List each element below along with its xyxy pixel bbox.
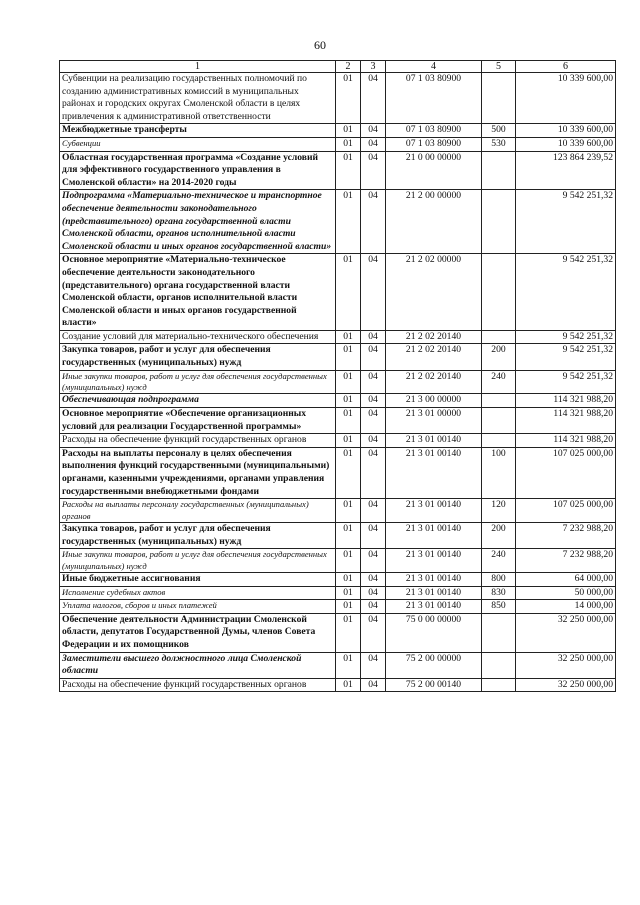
- expense-name-cell: Иные закупки товаров, работ и услуг для обеспечения государственных (муниципальных) нужд: [60, 370, 336, 394]
- expense-name-cell: Закупка товаров, работ и услуг для обеспечения государственных (муниципальных) нужд: [60, 344, 336, 370]
- section-code-cell: 01: [336, 370, 361, 394]
- amount-cell: 7 232 988,20: [516, 549, 616, 573]
- expense-name-cell: Основное мероприятие «Обеспечение организационных условий для реализации Государственной программы»: [60, 408, 336, 434]
- target-article-cell: 21 3 01 00140: [386, 499, 482, 523]
- table-row: [60, 124, 616, 138]
- subsection-code-cell: 04: [361, 151, 386, 190]
- target-article-cell: 07 1 03 80900: [386, 124, 482, 138]
- amount-cell: 10 339 600,00: [516, 124, 616, 138]
- expense-type-cell: [482, 254, 516, 331]
- expense-name-cell: Субвенции: [60, 137, 336, 151]
- expense-type-cell: [482, 434, 516, 448]
- header-cell: 6: [516, 61, 616, 73]
- expense-type-cell: 100: [482, 447, 516, 498]
- header-cell: 1: [60, 61, 336, 73]
- subsection-code-cell: 04: [361, 73, 386, 124]
- table-row: [60, 408, 616, 434]
- subsection-code-cell: 04: [361, 124, 386, 138]
- amount-cell: 114 321 988,20: [516, 408, 616, 434]
- table-row: [60, 600, 616, 614]
- expense-type-cell: [482, 652, 516, 678]
- section-code-cell: 01: [336, 573, 361, 587]
- subsection-code-cell: 04: [361, 613, 386, 652]
- expense-name-cell: Расходы на обеспечение функций государственных органов: [60, 434, 336, 448]
- amount-cell: 64 000,00: [516, 573, 616, 587]
- target-article-cell: 21 3 01 00140: [386, 447, 482, 498]
- target-article-cell: 21 3 00 00000: [386, 394, 482, 408]
- budget-table: [59, 60, 616, 692]
- target-article-cell: 21 3 01 00140: [386, 586, 482, 600]
- subsection-code-cell: 04: [361, 394, 386, 408]
- subsection-code-cell: 04: [361, 434, 386, 448]
- section-code-cell: 01: [336, 344, 361, 370]
- amount-cell: 9 542 251,32: [516, 330, 616, 344]
- amount-cell: 10 339 600,00: [516, 73, 616, 124]
- target-article-cell: 21 2 02 20140: [386, 330, 482, 344]
- table-row: [60, 678, 616, 692]
- table-row: [60, 573, 616, 587]
- section-code-cell: 01: [336, 586, 361, 600]
- target-article-cell: 07 1 03 80900: [386, 73, 482, 124]
- section-code-cell: 01: [336, 678, 361, 692]
- expense-name-cell: Расходы на выплаты персоналу в целях обеспечения выполнения функций государственными (муниципальными) органами, казенными учреждениями, органами управления государственными внебюджетными фондами: [60, 447, 336, 498]
- expense-type-cell: [482, 394, 516, 408]
- expense-type-cell: 830: [482, 586, 516, 600]
- subsection-code-cell: 04: [361, 344, 386, 370]
- subsection-code-cell: 04: [361, 330, 386, 344]
- table-row: [60, 370, 616, 394]
- expense-name-cell: Субвенции на реализацию государственных полномочий по созданию административных комиссий в муниципальных районах и городских округах Смоленской области в целях привлечения к административной ответственности: [60, 73, 336, 124]
- subsection-code-cell: 04: [361, 600, 386, 614]
- table-row: [60, 330, 616, 344]
- subsection-code-cell: 04: [361, 408, 386, 434]
- expense-name-cell: Расходы на выплаты персоналу государственных (муниципальных) органов: [60, 499, 336, 523]
- subsection-code-cell: 04: [361, 137, 386, 151]
- target-article-cell: 21 2 02 00000: [386, 254, 482, 331]
- expense-name-cell: Обеспечение деятельности Администрации Смоленской области, депутатов Государственной Думы, членов Совета Федерации и их помощников: [60, 613, 336, 652]
- target-article-cell: 21 3 01 00140: [386, 434, 482, 448]
- section-code-cell: 01: [336, 523, 361, 549]
- section-code-cell: 01: [336, 254, 361, 331]
- expense-name-cell: Основное мероприятие «Материально-техническое обеспечение деятельности законодательного (представительного) органа государственной власти Смоленской области, органов исполнительной власти Смоленской области и иных органов государственной власти»: [60, 254, 336, 331]
- table-row: [60, 549, 616, 573]
- section-code-cell: 01: [336, 652, 361, 678]
- expense-type-cell: 850: [482, 600, 516, 614]
- expense-type-cell: [482, 613, 516, 652]
- expense-type-cell: 240: [482, 370, 516, 394]
- expense-name-cell: Расходы на обеспечение функций государственных органов: [60, 678, 336, 692]
- expense-name-cell: Обеспечивающая подпрограмма: [60, 394, 336, 408]
- target-article-cell: 21 3 01 00140: [386, 600, 482, 614]
- target-article-cell: 21 3 01 00140: [386, 573, 482, 587]
- amount-cell: 10 339 600,00: [516, 137, 616, 151]
- amount-cell: 50 000,00: [516, 586, 616, 600]
- target-article-cell: 21 3 01 00140: [386, 549, 482, 573]
- table-row: [60, 73, 616, 124]
- target-article-cell: 21 3 01 00000: [386, 408, 482, 434]
- subsection-code-cell: 04: [361, 678, 386, 692]
- target-article-cell: 21 0 00 00000: [386, 151, 482, 190]
- section-code-cell: 01: [336, 73, 361, 124]
- section-code-cell: 01: [336, 151, 361, 190]
- amount-cell: 123 864 239,52: [516, 151, 616, 190]
- subsection-code-cell: 04: [361, 499, 386, 523]
- expense-type-cell: [482, 190, 516, 254]
- table-row: [60, 523, 616, 549]
- table-row: [60, 254, 616, 331]
- subsection-code-cell: 04: [361, 370, 386, 394]
- expense-name-cell: Исполнение судебных актов: [60, 586, 336, 600]
- header-cell: 4: [386, 61, 482, 73]
- table-row: [60, 137, 616, 151]
- section-code-cell: 01: [336, 124, 361, 138]
- section-code-cell: 01: [336, 499, 361, 523]
- amount-cell: 9 542 251,32: [516, 254, 616, 331]
- expense-name-cell: Иные бюджетные ассигнования: [60, 573, 336, 587]
- expense-type-cell: 200: [482, 344, 516, 370]
- section-code-cell: 01: [336, 549, 361, 573]
- amount-cell: 114 321 988,20: [516, 434, 616, 448]
- amount-cell: 107 025 000,00: [516, 499, 616, 523]
- subsection-code-cell: 04: [361, 573, 386, 587]
- amount-cell: 107 025 000,00: [516, 447, 616, 498]
- subsection-code-cell: 04: [361, 652, 386, 678]
- expense-type-cell: 240: [482, 549, 516, 573]
- expense-name-cell: Областная государственная программа «Создание условий для эффективного государственного управления в Смоленской области» на 2014-2020 годы: [60, 151, 336, 190]
- expense-name-cell: Иные закупки товаров, работ и услуг для обеспечения государственных (муниципальных) нужд: [60, 549, 336, 573]
- section-code-cell: 01: [336, 137, 361, 151]
- section-code-cell: 01: [336, 408, 361, 434]
- amount-cell: 32 250 000,00: [516, 652, 616, 678]
- expense-type-cell: 120: [482, 499, 516, 523]
- section-code-cell: 01: [336, 447, 361, 498]
- section-code-cell: 01: [336, 330, 361, 344]
- table-row: [60, 344, 616, 370]
- expense-type-cell: 800: [482, 573, 516, 587]
- amount-cell: 114 321 988,20: [516, 394, 616, 408]
- amount-cell: 32 250 000,00: [516, 678, 616, 692]
- table-row: [60, 652, 616, 678]
- expense-type-cell: [482, 151, 516, 190]
- table-row: [60, 394, 616, 408]
- amount-cell: 9 542 251,32: [516, 370, 616, 394]
- target-article-cell: 75 2 00 00000: [386, 652, 482, 678]
- amount-cell: 7 232 988,20: [516, 523, 616, 549]
- table-row: [60, 586, 616, 600]
- expense-type-cell: [482, 678, 516, 692]
- target-article-cell: 07 1 03 80900: [386, 137, 482, 151]
- target-article-cell: 21 3 01 00140: [386, 523, 482, 549]
- table-row: [60, 447, 616, 498]
- expense-type-cell: 530: [482, 137, 516, 151]
- header-cell: 5: [482, 61, 516, 73]
- expense-name-cell: Межбюджетные трансферты: [60, 124, 336, 138]
- amount-cell: 32 250 000,00: [516, 613, 616, 652]
- target-article-cell: 21 2 02 20140: [386, 370, 482, 394]
- expense-type-cell: [482, 73, 516, 124]
- subsection-code-cell: 04: [361, 549, 386, 573]
- amount-cell: 9 542 251,32: [516, 344, 616, 370]
- page-number: 60: [314, 38, 326, 52]
- header-cell: 3: [361, 61, 386, 73]
- subsection-code-cell: 04: [361, 254, 386, 331]
- expense-type-cell: [482, 330, 516, 344]
- target-article-cell: 21 2 00 00000: [386, 190, 482, 254]
- expense-type-cell: 200: [482, 523, 516, 549]
- table-row: [60, 151, 616, 190]
- target-article-cell: 21 2 02 20140: [386, 344, 482, 370]
- section-code-cell: 01: [336, 434, 361, 448]
- table-row: [60, 434, 616, 448]
- expense-name-cell: Создание условий для материально-технического обеспечения: [60, 330, 336, 344]
- expense-type-cell: 500: [482, 124, 516, 138]
- subsection-code-cell: 04: [361, 523, 386, 549]
- target-article-cell: 75 2 00 00140: [386, 678, 482, 692]
- table-row: [60, 190, 616, 254]
- section-code-cell: 01: [336, 190, 361, 254]
- section-code-cell: 01: [336, 394, 361, 408]
- amount-cell: 14 000,00: [516, 600, 616, 614]
- section-code-cell: 01: [336, 613, 361, 652]
- expense-name-cell: Закупка товаров, работ и услуг для обеспечения государственных (муниципальных) нужд: [60, 523, 336, 549]
- expense-type-cell: [482, 408, 516, 434]
- table-row: [60, 499, 616, 523]
- header-row: [60, 61, 616, 73]
- expense-name-cell: Подпрограмма «Материально-техническое и транспортное обеспечение деятельности законодательного (представительного) органа государственной власти Смоленской области, органов исполнительной власти Смоленской области и иных органов государственной власти»: [60, 190, 336, 254]
- expense-name-cell: Уплата налогов, сборов и иных платежей: [60, 600, 336, 614]
- target-article-cell: 75 0 00 00000: [386, 613, 482, 652]
- subsection-code-cell: 04: [361, 190, 386, 254]
- table-row: [60, 613, 616, 652]
- header-cell: 2: [336, 61, 361, 73]
- subsection-code-cell: 04: [361, 586, 386, 600]
- section-code-cell: 01: [336, 600, 361, 614]
- amount-cell: 9 542 251,32: [516, 190, 616, 254]
- subsection-code-cell: 04: [361, 447, 386, 498]
- expense-name-cell: Заместители высшего должностного лица Смоленской области: [60, 652, 336, 678]
